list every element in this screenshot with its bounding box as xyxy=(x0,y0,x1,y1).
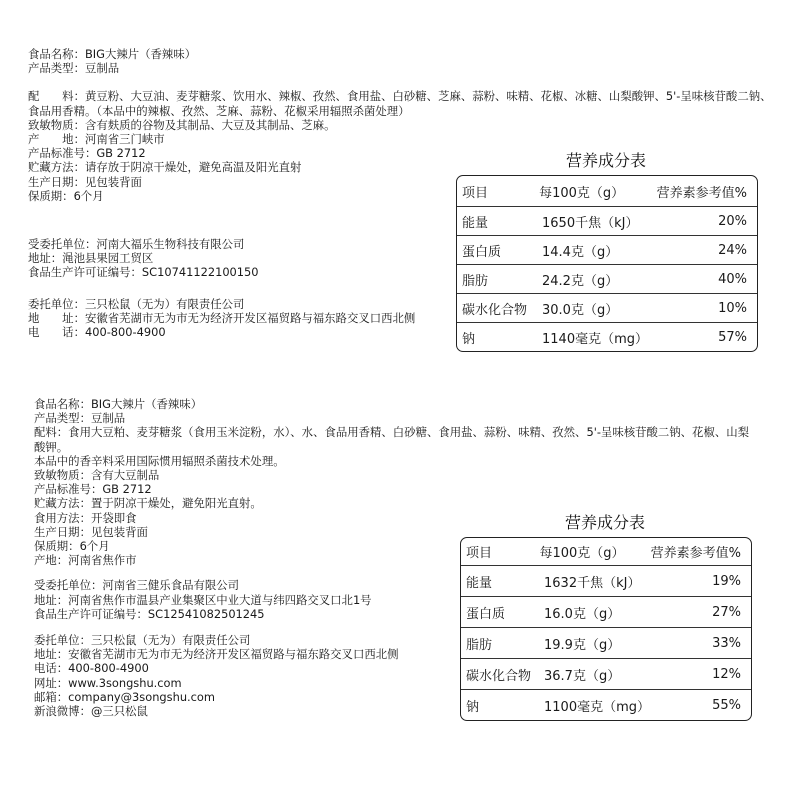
usage-method: 食用方法：开袋即食 xyxy=(34,510,137,525)
ingredients: 配料：食用大豆粕、麦芽糖浆（食用玉米淀粉，水）、水、食品用香精、白砂糖、食用盐、蒜粉、味精、孜然、5'-呈味核苷酸二钠、花椒、山梨酸钾。 xyxy=(34,425,750,454)
header-per100g: 每100克（g） xyxy=(539,185,625,201)
row-nrv: 19% xyxy=(712,573,741,589)
product-name: 食品名称：BIG大辣片（香辣味） xyxy=(34,397,203,411)
nutrition-table-1 xyxy=(456,175,758,352)
header-item: 项目 xyxy=(462,185,489,201)
row-item: 脂肪 xyxy=(462,273,489,289)
table-row xyxy=(461,659,751,690)
ingredients: 配 料：黄豆粉、大豆油、麦芽糖浆、饮用水、辣椒、孜然、食用盐、白砂糖、芝麻、蒜粉、味精、花椒、冰糖、山梨酸钾、5'-呈味核苷酸二钠、食品用香精。（本品中的辣椒、孜然、芝麻、蒜粉、花椒采用辐照杀菌处理） xyxy=(28,89,772,118)
entrusting-address: 地址：安徽省芜湖市无为市无为经济开发区福贸路与福东路交叉口西北侧 xyxy=(34,647,399,662)
license-number: 食品生产许可证编号：SC12541082501245 xyxy=(34,606,265,621)
header-item: 项目 xyxy=(466,546,493,561)
row-nrv: 10% xyxy=(718,300,747,316)
row-amount: 36.7克（g） xyxy=(544,668,621,684)
row-item: 蛋白质 xyxy=(462,244,502,260)
row-nrv: 33% xyxy=(712,635,741,651)
row-item: 钠 xyxy=(466,699,480,715)
row-amount: 30.0克（g） xyxy=(542,302,619,318)
table-row xyxy=(461,628,751,659)
origin: 产 地：河南省三门峡市 xyxy=(28,132,165,147)
row-amount: 16.0克（g） xyxy=(544,606,621,622)
row-item: 能量 xyxy=(466,575,493,591)
row-amount: 1140毫克（mg） xyxy=(542,331,648,347)
entrusting-company: 委托单位：三只松鼠（无为）有限责任公司 xyxy=(28,296,245,311)
table-header xyxy=(461,538,751,566)
row-item: 脂肪 xyxy=(466,637,493,653)
table-row xyxy=(461,597,751,628)
irradiation-note: 本品中的香辛料采用国际惯用辐照杀菌技术处理。 xyxy=(34,453,285,468)
license-number: 食品生产许可证编号：SC10741122100150 xyxy=(28,265,259,280)
manufacturer: 受委托单位：河南省三健乐食品有限公司 xyxy=(34,578,240,593)
header-nrv: 营养素参考值% xyxy=(656,185,747,201)
table-row xyxy=(461,690,751,720)
phone: 电 话：400-800-4900 xyxy=(28,325,166,340)
table-row xyxy=(457,323,757,351)
table-row xyxy=(461,566,751,597)
row-item: 钠 xyxy=(462,331,476,347)
product-type: 产品类型：豆制品 xyxy=(34,411,126,426)
entrusting-address: 地 址：安徽省芜湖市无为市无为经济开发区福贸路与福东路交叉口西北侧 xyxy=(28,310,416,325)
manufacturer-address: 地址：河南省焦作市温县产业集聚区中业大道与纬四路交叉口北1号 xyxy=(34,592,372,607)
row-amount: 14.4克（g） xyxy=(542,244,619,260)
origin: 产地：河南省焦作市 xyxy=(34,553,137,568)
row-nrv: 57% xyxy=(718,329,747,345)
phone: 电话：400-800-4900 xyxy=(34,661,149,676)
row-item: 能量 xyxy=(462,215,489,231)
row-nrv: 24% xyxy=(718,242,747,258)
shelf-life: 保质期：6个月 xyxy=(28,188,104,203)
storage-method: 贮藏方法：置于阴凉干燥处，避免阳光直射。 xyxy=(34,496,262,511)
entrusting-company: 委托单位：三只松鼠（无为）有限责任公司 xyxy=(34,633,251,648)
table-row xyxy=(457,265,757,294)
row-nrv: 20% xyxy=(718,213,747,229)
row-item: 蛋白质 xyxy=(466,606,506,622)
nutrition-table-2 xyxy=(460,537,752,721)
row-amount: 1100毫克（mg） xyxy=(544,699,650,715)
row-item: 碳水化合物 xyxy=(462,302,528,318)
nutrition-title-2: 营养成分表 xyxy=(564,513,645,532)
table-header xyxy=(457,176,757,207)
production-date: 生产日期：见包装背面 xyxy=(34,524,148,539)
row-nrv: 55% xyxy=(712,697,741,713)
row-nrv: 40% xyxy=(718,271,747,287)
row-nrv: 27% xyxy=(712,604,741,620)
manufacturer-address: 地址：渑池县果园工贸区 xyxy=(28,251,154,266)
header-nrv: 营养素参考值% xyxy=(650,546,741,561)
product-name: 食品名称：BIG大辣片（香辣味） xyxy=(28,47,197,61)
website: 网址：www.3songshu.com xyxy=(34,675,182,690)
allergens: 致敏物质：含有麸质的谷物及其制品、大豆及其制品、芝麻。 xyxy=(28,117,336,132)
row-amount: 24.2克（g） xyxy=(542,273,619,289)
storage-method: 贮藏方法：请存放于阴凉干燥处，避免高温及阳光直射 xyxy=(28,160,302,175)
production-date: 生产日期：见包装背面 xyxy=(28,174,142,189)
row-amount: 1650千焦（kJ） xyxy=(542,215,639,231)
table-row xyxy=(457,294,757,323)
standard-number: 产品标准号：GB 2712 xyxy=(28,146,146,161)
manufacturer: 受委托单位：河南大福乐生物科技有限公司 xyxy=(28,237,245,252)
spacer xyxy=(28,75,773,89)
row-amount: 19.9克（g） xyxy=(544,637,621,653)
table-row xyxy=(457,236,757,265)
product-type: 产品类型：豆制品 xyxy=(28,61,120,76)
header-per100g: 每100克（g） xyxy=(539,546,625,561)
standard-number: 产品标准号：GB 2712 xyxy=(34,482,152,497)
weibo: 新浪微博：@三只松鼠 xyxy=(34,704,148,719)
row-nrv: 12% xyxy=(712,666,741,682)
table-row xyxy=(457,207,757,236)
allergens: 致敏物质：含有大豆制品 xyxy=(34,468,160,483)
email: 邮箱：company@3songshu.com xyxy=(34,689,215,704)
nutrition-title-1: 营养成分表 xyxy=(565,151,646,170)
row-amount: 1632千焦（kJ） xyxy=(544,575,641,591)
shelf-life: 保质期：6个月 xyxy=(34,539,110,554)
row-item: 碳水化合物 xyxy=(466,668,532,684)
